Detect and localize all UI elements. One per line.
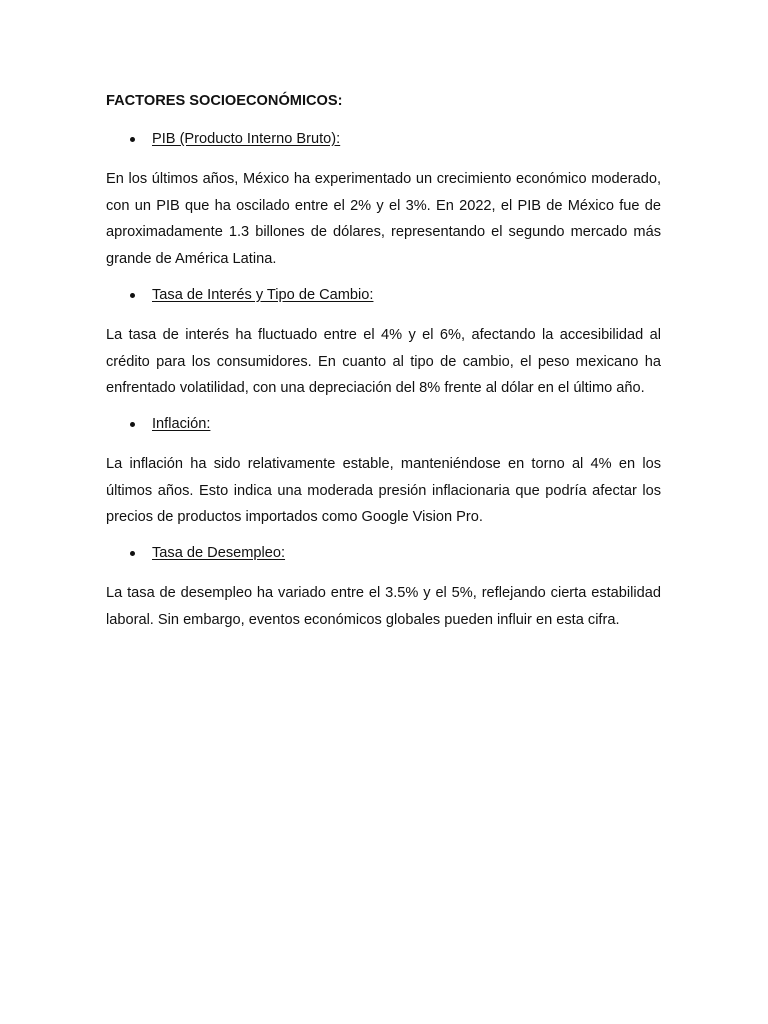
section-heading: FACTORES SOCIOECONÓMICOS: <box>106 93 343 109</box>
bullet-label: Inflación: <box>152 415 211 432</box>
bullet-item-desempleo <box>106 542 661 564</box>
bullet-dot-icon <box>130 422 135 427</box>
paragraph-desempleo: La tasa de desempleo ha variado entre el 3.5% y el 5%, reflejando cierta estabilidad laboral. Sin embargo, eventos económicos globales pueden influir en esta cifra. <box>106 585 661 628</box>
bullet-item-inflacion <box>106 413 661 435</box>
document-body <box>106 90 661 644</box>
bullet-item-pib <box>106 128 661 150</box>
bullet-item-tasa-interes <box>106 284 661 306</box>
paragraph-pib: En los últimos años, México ha experimentado un crecimiento económico moderado, con un PIB que ha oscilado entre el 2% y el 3%. En 2022, el PIB de México fue de aproximadamente 1.3 billones de dólares, representando el segundo mercado más grande de América Latina. <box>106 171 661 268</box>
bullet-dot-icon <box>130 551 135 556</box>
bullet-label: Tasa de Interés y Tipo de Cambio: <box>152 286 374 303</box>
bullet-dot-icon <box>130 137 135 142</box>
bullet-label: Tasa de Desempleo: <box>152 545 286 562</box>
paragraph-tasa-interes: La tasa de interés ha fluctuado entre el 4% y el 6%, afectando la accesibilidad al crédito para los consumidores. En cuanto al tipo de cambio, el peso mexicano ha enfrentado volatilidad, con una depreciación del 8% frente al dólar en el último año. <box>106 326 661 397</box>
bullet-label: PIB (Producto Interno Bruto): <box>152 131 341 147</box>
paragraph-inflacion: La inflación ha sido relativamente estable, manteniéndose en torno al 4% en los últimos años. Esto indica una moderada presión inflacionaria que podría afectar los precios de productos importados como Google Vision Pro. <box>106 455 661 526</box>
bullet-dot-icon <box>130 293 135 298</box>
